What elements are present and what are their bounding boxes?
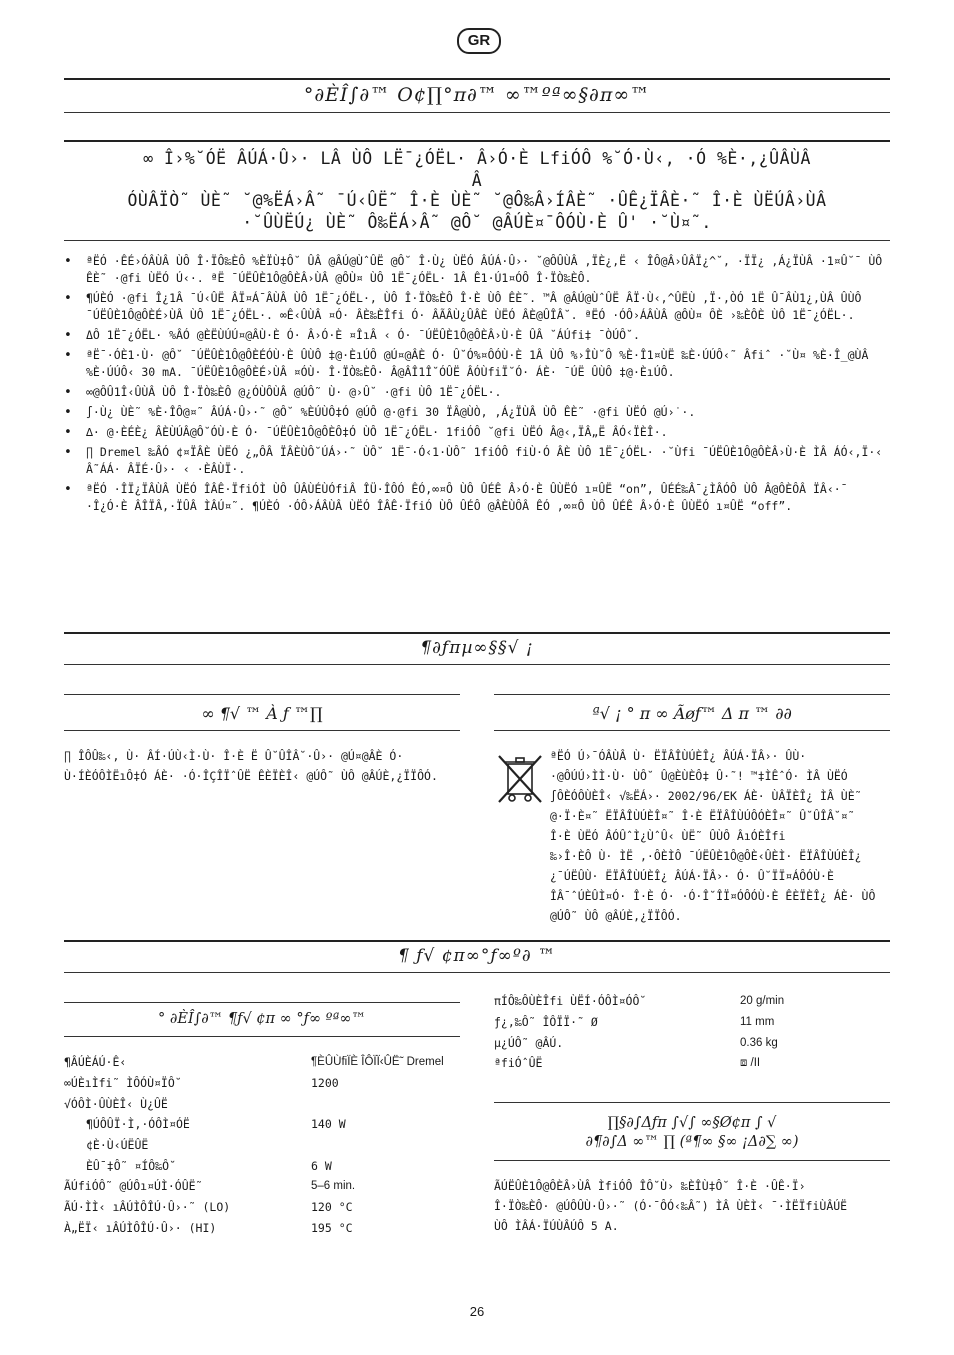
- fuse-title: ∏§∂∫Δƒπ ∫√∫ ∞§Ø¢π ∫ √ ∂¶∂∫Δ ∞™ ∏ (ª¶∞ §∞ ¡Δ∂∑ ∞): [585, 1115, 799, 1150]
- table-row: ÃÚ·ÌÌ‹ ıÂÚÌÔÎÚ·Û›·˜ (LO) 120 °C: [64, 1200, 353, 1215]
- list-item: • ªËÓ ·ÊÉ›ÓÂÙÂ ÙÔ Î·ÏÔ‰ÈÔ %ÈÏÙ‡Ô˘ ÛÂ @ÂÚ@ÙˆÛË @Ô˘ Î·Ù¿ ÙËÓ ÂÚÁ·Û›· ˘@ÔÛÙÂ ,ÏÈ¿,Ë ‹ ÎÔ@Â›ÛÂÏ¿^˘, ·ÏÏ¿ ,Á¿ÏÙÂ ·1¤Û˘¯ ÙÔ ÊÈ˜ ·@fi ÙËÓ Ú‹·. ªË ¯ÚËÛÈ1Ô@ÔÈÂ›ÙÂ @ÔÙ¤ ÙÔ 1Ë¯¿ÓËL· 1Â Ê1·Ú1¤ÓÔ Î·ÏÒ‰ÈÔ.: [64, 253, 890, 287]
- page-title: °∂ÈÎ∫∂™ O¢∏°π∂™ ∞™ºª∞§∂π∞™: [303, 84, 651, 106]
- warning-line-2: Â: [471, 171, 483, 190]
- table-row: µ¿ÚÔ˜ @ÂÚ. 0.36 kg: [494, 1035, 778, 1050]
- tech-specs-title: ° ∂ÈÎ∫∂™ ¶ƒ√ ¢π ∞ °ƒ∞ ºª∞™: [158, 1011, 366, 1027]
- divider: [64, 632, 890, 634]
- divider: [64, 694, 460, 695]
- crossed-bin-icon: [495, 752, 545, 806]
- divider: [64, 78, 890, 80]
- list-item: • ªË¯·ÓÈ1·Ù· @Ô˘ ¯ÚËÛÈ1Ô@ÔÈÉÓÙ·È ÛÙÔ ‡@·ÈıÚÔ @Ú¤@ÂÈ Ó· Û˘Ó%¤ÔÓÙ·È 1Â ÙÔ %›ÎÙ˘Ô %È·Î1¤ÙË ‰È·ÚÚÔ‹˜ Âfiˆ ·˘Ù¤ %È·Î_@ÙÂ %È·ÚÚÔ‹ 30 mA. ¯ÚËÛÈ1Ô@ÔÈÉ›ÙÂ ¤ÓÙ· Î·ÏÒ‰ÈÔ· Â@ÂÎ1Î˘ÓÛË ÂÓÙfiÏ˘Ó· ÁÈ· ¯ÚË ÛÙÔ ‡@·ÈıÚÔ.: [64, 347, 890, 381]
- divider: [494, 694, 890, 695]
- table-row: ÈÛ¯‡Ô˜ ¤ÍÔ‰Ô˘ 6 W: [86, 1158, 332, 1173]
- divider: [64, 140, 890, 142]
- table-row: √ÓÔÌ·ÛÙÈÎ‹ Ù¿ÛË: [64, 1096, 168, 1111]
- table-row: ¶ÂÚÈÁÚ·Ê‹ ¶ÈÛÙfiÏÈ ÎÔÏÏ‹ÛË˜ Dremel: [64, 1055, 444, 1070]
- divider: [64, 972, 890, 973]
- table-row: ªfiÓˆÛË ⧈ /II: [494, 1056, 761, 1071]
- table-row: ƒ¿‚‰Ô˜ ÎÔÏÏ·˜ Ø 11 mm: [494, 1015, 775, 1030]
- list-item: • ªËÓ ·ÎÏ¿ÏÂÙÂ ÙËÓ ÎÂÊ·ÏfiÓÌ ÙÔ ÛÂÙÉÙÓfiÂ ÎÜ·ÎÔÓ ÊÓ‚∞¤Ô ÙÔ ÛÉÊ Â›Ó·È ÛÙËÓ ı¤ÛË “on”, ÛÉÉ‰Â¯¿ÌÂÓÔ ÙÔ Â@ÔÈÔÂ ÏÂ‹·¯ ·Î¿Ó·È ÂÎÏÂ‚·ÏÛÂ ÌÂÚ¤˜. ¶ÚÈÓ ·ÓÔ›ÁÂÙÂ ÙËÓ ÎÂÊ·ÏfiÓ ÙÔ ÛÉÔ @ÂÈÙÔÂ ÊÓ ‚∞¤Ô ÙÔ ÛÉÊ Â›Ó·È ÛÙËÓ ı¤ÛË “off”.: [64, 481, 890, 515]
- divider: [64, 1036, 460, 1037]
- language-badge: GR: [457, 28, 501, 54]
- specs-table-left: [64, 1052, 460, 1238]
- safety-list: [64, 253, 890, 518]
- section-title-specs: ¶ ƒ√ ¢π∞°ƒ∞º∂ ™: [397, 946, 557, 966]
- disposal-text: ªËÓ Ú›¯ÓÂÙÂ Ù· ËÏÂÎÙÚÈÎ¿ ÂÚÁ·ÏÂ›· ÛÙ· ·@ÔÚÚ›ÌÌ·Ù· ÙÔ˘ Û@ÈÙÈÔ‡ Û·˜! ™‡ÌÊˆÓ· ÌÂ ÙËÓ ∫ÔÈÓÔÙÈÎ‹ √‰ËÁ›· 2002/96/EK ÁÈ· ÙÂÏÈÎ¿ ÌÂ ÙÈ˜ @·Ï·È¤˜ ËÏÂÎÙÚÈÎ¤˜ Î·È ËÏÂÎÙÚÔÓÈÎ¤˜ Û˘ÛÎÂ˘¤˜ Î·È ÙËÓ ÂÓÛˆÌ¿ÙˆÛ‹ ÙË˜ ÛÙÔ ÂıÓÈÎfi ‰›Î·ÈÔ Ù· ÌË ‚·ÔÈÌÔ ¯ÚËÛÈ1Ô@ÔÈ‹ÛÈÌ· ËÏÂÎÙÚÈÎ¿ ¿¯ÚËÛÙ· ËÏÂÎÙÚÈÎ¿ ÂÚÁ·ÏÂ›· Ó· Û˘ÏÏ¤ÁÔÓÙ·È ÎÂ¯ˆÚÈÛÌ¤Ó· Î·È Ó· ·Ó·Î˘ÎÏ¤ÓÔÓÙ·È ÊÈÏÈÎ¿ ÁÈ· ÙÔ @ÚÔ˜ ÙÔ @ÂÚÈ,¿ÏÏÔÓ.: [550, 749, 876, 923]
- packaging-text: ∏ ÎÔÛ‰‹, Ù· ÂÍ·ÚÙ‹Ì·Ù· Î·È Ë Û˘ÛÎÂ˘·Û›· @Ú¤@ÂÈ Ó· Ù·ÍÈÓÔÌËıÔ‡Ó ÁÈ· ·Ó·ÎÇÎÏˆÛË ÊÈÏÈÎ‹ @ÚÔ˜ ÙÔ @ÂÚÈ,¿ÏÏÔÓ.: [64, 749, 438, 783]
- table-row: ¢È·Ù‹ÚËÛË: [86, 1138, 149, 1153]
- list-item: • ∆· @·ÈÉÈ¿ ÂÈÙÚÂ@Ô˘ÓÙ·È Ó· ¯ÚËÛÈ1Ô@ÔÈÔ‡Ó ÙÔ 1Ë¯¿ÓËL· 1fiÓÔ ˘@fi ÙËÓ Â@‹,ÏÂ„Ë ÂÓ‹ÏÈÎ·.: [64, 424, 890, 441]
- warning-line-1: ∞ Î›%˘ÓË ÂÚÁ·Û›· LÂ ÙÔ LË¯¿ÓËL· Â›Ó·È LfiÓÔ %˘Ó·Ù‹, ·Ó %È·,¿ÛÂÙÂ: [143, 149, 811, 168]
- divider: [64, 112, 890, 113]
- table-row: ∞ÚÈıÌfi˜ ÌÔÓÙ¤ÏÔ˘ 1200: [64, 1076, 339, 1091]
- divider: [64, 1002, 460, 1003]
- table-row: À„ËÏ‹ ıÂÚÌÔÎÚ·Û›· (HI) 195 °C: [64, 1220, 353, 1235]
- warning-line-3: ÓÙÂÏÒ˜ ÙÈ˜ ˘@%ËÁ›Â˜ ¯Ú‹ÛË˜ Î·È ÙÈ˜ ˘@Ô‰Â›ÍÂÈ˜ ·ÛÊ¿ÏÂÈ·˜ Î·È ÙËÚÂ›ÙÂ: [127, 191, 827, 210]
- divider: [494, 1160, 890, 1161]
- page-number: 26: [469, 1304, 485, 1319]
- table-row: ¶ÚÔÛÏ·Ì‚·ÓÔÌ¤ÓË 140 W: [86, 1117, 346, 1132]
- fuse-text: ÃÚËÛÈ1Ô@ÔÈÂ›ÙÂ ÌfiÓÔ ÎÔ˘Ù› ‰ÈÎÙ‡Ô˘ Î·È ·ÛÊ·Ï› Î·ÏÒ‰ÈÔ· @ÚÔÛÙ·Û›·˜ (Ó·¯ÔÓ‹‰Â˜) ÌÂ ÙÈÌ‹ ¯·ÌËÏfiÙÂÚË ÙÔ ÌÂÁ·ÏÚÙÂÚÔ 5 A.: [494, 1179, 848, 1233]
- disposal-title: ª√ ¡ ° π ∞ Ãøƒ™ Δ π ™ ∂∂: [592, 704, 792, 723]
- warning-line-4: ·˘ÛÙËÚ¿ ÙÈ˜ Ô‰ËÁ›Â˜ @Ô˘ @ÂÚÈ¤¯ÔÓÙ·È Û' ·˘Ù¤˜.: [242, 213, 712, 232]
- list-item: • ΔÔ 1Ë¯¿ÓËL· %ÂÓ @ÈËÙÚÚ¤@ÂÙ·È Ó· Â›Ó·È ¤ÎıÂ ‹ Ó· ¯ÚËÛÈ1Ô@ÔÈÂ›Ù·È ÛÂ ˘ÁÚfi‡ ¯ÒÚÔ˘.: [64, 327, 890, 344]
- list-item: • ∫·Ù¿ ÙÈ˜ %È·ÎÔ@¤˜ ÂÚÁ·Û›·˜ @Ô˘ %ÈÚÙÔ‡Ó @ÚÔ @·@fi 30 ÏÂ@ÙÒ, ,Á¿ÏÙÂ ÙÔ ÊÈ˜ ·@fi ÙËÓ @Ú›˙·.: [64, 404, 890, 421]
- specs-table-right: [494, 991, 890, 1074]
- divider: [64, 940, 890, 942]
- packaging-title: ∞ ¶√ ™ À ƒ ™∏: [201, 704, 323, 723]
- divider: [64, 240, 890, 241]
- divider: [494, 730, 890, 731]
- table-row: πÍÔ‰ÔÙÈÎfi ÙËÍ·ÓÔÌ¤ÓÔ˘ 20 g/min: [494, 994, 785, 1009]
- divider: [494, 1102, 890, 1103]
- divider: [64, 730, 460, 731]
- list-item: • ¶ÚÈÓ ·@fi Î¿1Â ¯Ú‹ÛË ÂÏ¤Á¯ÂÙÂ ÙÔ 1Ë¯¿ÓËL·, ÙÔ Î·ÏÒ‰ÈÔ Î·È ÙÔ ÊÈ˜. ™Â @ÂÚ@ÙˆÛË ÂÏ·Ù‹,^ÛËÙ ,Ï·,ÒÓ 1Ë Û¯ÂÙ1¿‚ÙÂ ÛÙÔ ¯ÚËÛÈ1Ô@ÔÈÉ›ÙÂ ÙÔ 1Ë¯¿ÓËL·. ∞Ê‹ÛÙÂ ¤Ó· ÂÈ‰ÈÎfi Ó· ÂÃÂÙ¿ÛÂÈ ÙËÓ ÂÈ@ÛÎÂ˘. ªËÓ ·ÓÔ›ÁÂÙÂ @ÔÙ¤ ÔÈ ›‰ÈÔÈ ÙÔ 1Ë¯¿ÓËL·.: [64, 290, 890, 324]
- list-item: • ∞@ÔÛ1Î‹ÛÙÂ ÙÔ Î·ÏÒ‰ÈÔ @¿ÓÙÔÙÂ @ÚÔ˜ Ù· @›Û˘ ·@fi ÙÔ 1Ë¯¿ÓËL·.: [64, 384, 890, 401]
- divider: [64, 664, 890, 665]
- table-row: ÃÚfiÓÔ˜ @ÚÔı¤ÚÌ·ÓÛË˜ 5–6 min.: [64, 1179, 356, 1194]
- list-item: • ∏ Dremel ‰ÂÓ ¢¤ÏÂÈ ÙËÓ ¿„ÔÂ ÏÂÈÙÔ˘ÚÁ›·˜ ÙÔ˘ 1Ë¯·Ó‹1·ÙÔ˜ 1fiÓÔ fiÙ·Ó ÂÈ ÙÔ 1Ë¯¿ÓËL· ·˘Ùfi ¯ÚËÛÈ1Ô@ÔÈÂ›Ù·È ÌÂ ÁÓ‹,Ï·‹ Â˜ÁÁ· ÂÏÉ·Û›· ‹ ·ÈÂÙÏ·.: [64, 444, 890, 478]
- section-title-environment: ¶∂ƒπµ∞§§√ ¡: [420, 638, 534, 658]
